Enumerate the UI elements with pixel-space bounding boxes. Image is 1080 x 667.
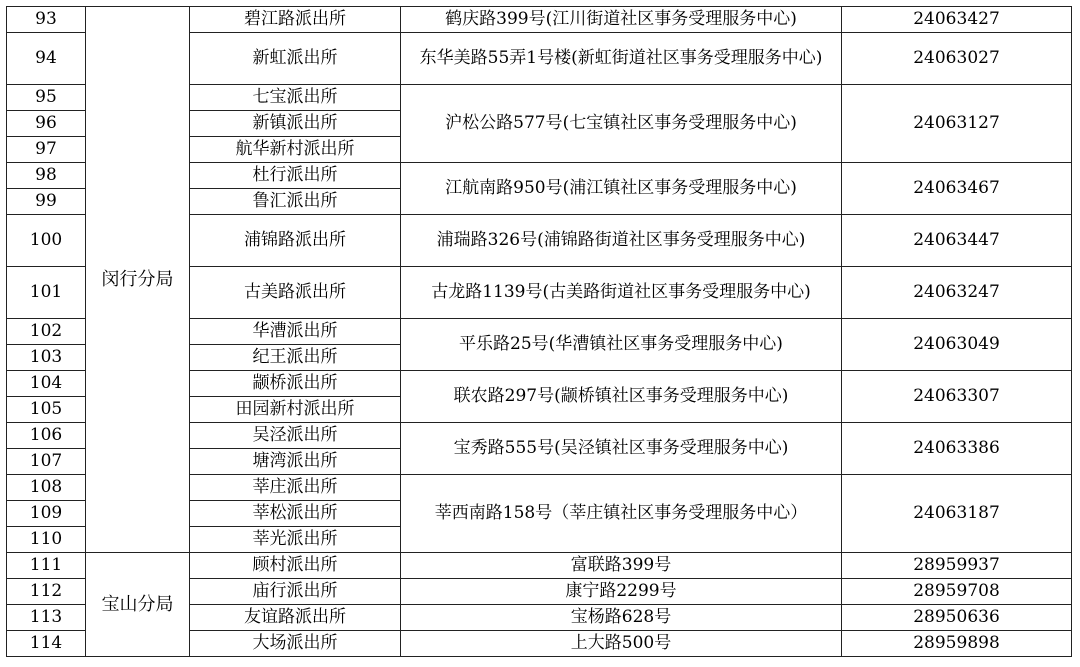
station-name: 大场派出所 [190,631,401,657]
station-name: 古美路派出所 [190,267,401,319]
row-number: 99 [7,189,86,215]
station-name: 友谊路派出所 [190,605,401,631]
row-number: 104 [7,371,86,397]
row-number: 108 [7,475,86,501]
station-name: 纪王派出所 [190,345,401,371]
phone-number: 24063247 [842,267,1072,319]
station-name: 吴泾派出所 [190,423,401,449]
station-name: 田园新村派出所 [190,397,401,423]
address: 平乐路25号(华漕镇社区事务受理服务中心) [401,319,842,371]
address: 莘西南路158号（莘庄镇社区事务受理服务中心） [401,475,842,553]
phone-number: 28959937 [842,553,1072,579]
address: 上大路500号 [401,631,842,657]
row-number: 96 [7,111,86,137]
row-number: 112 [7,579,86,605]
address: 江航南路950号(浦江镇社区事务受理服务中心) [401,163,842,215]
row-number: 113 [7,605,86,631]
row-number: 103 [7,345,86,371]
station-name: 华漕派出所 [190,319,401,345]
station-name: 新镇派出所 [190,111,401,137]
address: 宝秀路555号(吴泾镇社区事务受理服务中心) [401,423,842,475]
station-name: 航华新村派出所 [190,137,401,163]
row-number: 110 [7,527,86,553]
phone-number: 24063187 [842,475,1072,553]
row-number: 106 [7,423,86,449]
address: 古龙路1139号(古美路街道社区事务受理服务中心) [401,267,842,319]
address: 浦瑞路326号(浦锦路街道社区事务受理服务中心) [401,215,842,267]
station-name: 鲁汇派出所 [190,189,401,215]
station-name: 新虹派出所 [190,33,401,85]
row-number: 102 [7,319,86,345]
address: 联农路297号(颛桥镇社区事务受理服务中心) [401,371,842,423]
phone-number: 28959708 [842,579,1072,605]
row-number: 107 [7,449,86,475]
phone-number: 24063049 [842,319,1072,371]
row-number: 101 [7,267,86,319]
phone-number: 24063386 [842,423,1072,475]
row-number: 93 [7,7,86,33]
row-number: 94 [7,33,86,85]
police-station-table [6,6,1072,657]
address: 东华美路55弄1号楼(新虹街道社区事务受理服务中心) [401,33,842,85]
station-name: 莘光派出所 [190,527,401,553]
row-number: 109 [7,501,86,527]
phone-number: 24063307 [842,371,1072,423]
station-name: 庙行派出所 [190,579,401,605]
row-number: 105 [7,397,86,423]
phone-number: 24063447 [842,215,1072,267]
address: 富联路399号 [401,553,842,579]
station-name: 莘松派出所 [190,501,401,527]
station-name: 七宝派出所 [190,85,401,111]
phone-number: 28959898 [842,631,1072,657]
row-number: 98 [7,163,86,189]
phone-number: 28950636 [842,605,1072,631]
station-name: 杜行派出所 [190,163,401,189]
station-name: 塘湾派出所 [190,449,401,475]
address: 鹤庆路399号(江川街道社区事务受理服务中心) [401,7,842,33]
bureau-name: 闵行分局 [86,7,190,553]
phone-number: 24063467 [842,163,1072,215]
station-name: 浦锦路派出所 [190,215,401,267]
address: 康宁路2299号 [401,579,842,605]
row-number: 95 [7,85,86,111]
row-number: 100 [7,215,86,267]
row-number: 114 [7,631,86,657]
row-number: 111 [7,553,86,579]
bureau-name: 宝山分局 [86,553,190,657]
station-name: 颛桥派出所 [190,371,401,397]
row-number: 97 [7,137,86,163]
phone-number: 24063027 [842,33,1072,85]
address: 宝杨路628号 [401,605,842,631]
table-row [7,553,1072,579]
phone-number: 24063127 [842,85,1072,163]
station-name: 莘庄派出所 [190,475,401,501]
table-row [7,7,1072,33]
station-name: 顾村派出所 [190,553,401,579]
station-name: 碧江路派出所 [190,7,401,33]
address: 沪松公路577号(七宝镇社区事务受理服务中心) [401,85,842,163]
phone-number: 24063427 [842,7,1072,33]
